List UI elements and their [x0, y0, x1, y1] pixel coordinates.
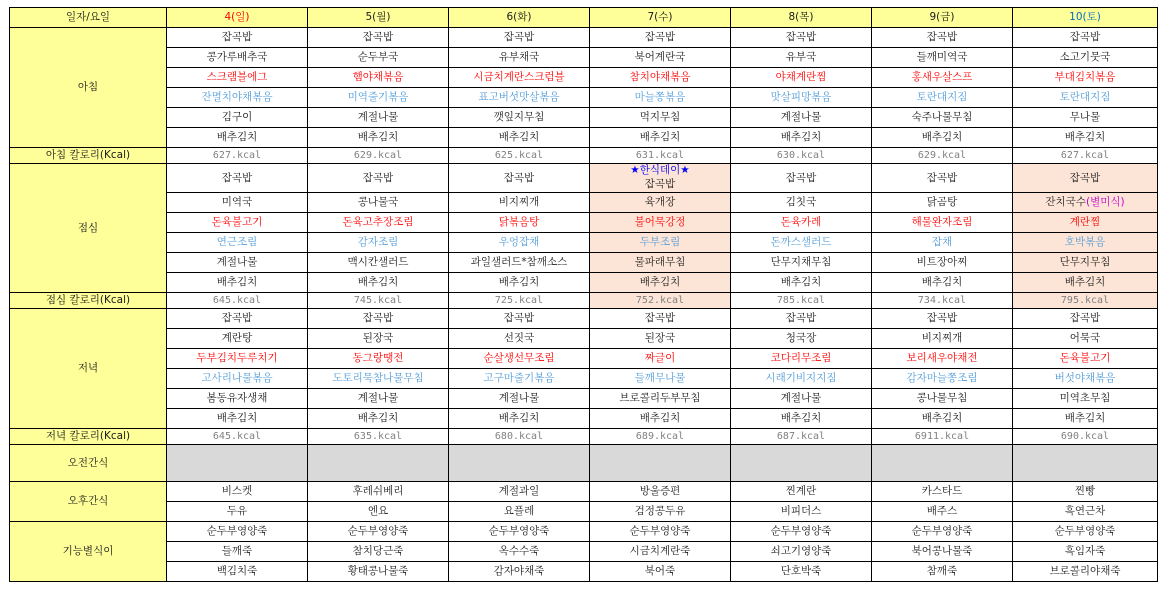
breakfast-item: 숙주나물무침 [872, 108, 1013, 128]
lunch-item: 잡곡밥 [1013, 164, 1158, 193]
day-header: 4(일) [167, 8, 308, 28]
lunch-calorie: 745.kcal [308, 293, 449, 309]
dinner-item: 잡곡밥 [872, 309, 1013, 329]
pm-snack-item: 엔요 [308, 502, 449, 522]
pm-snack-item: 요플레 [449, 502, 590, 522]
breakfast-item: 잡곡밥 [1013, 28, 1158, 48]
breakfast-item: 배추김치 [731, 128, 872, 148]
breakfast-calorie: 629.kcal [872, 148, 1013, 164]
lunch-label: 점심 [10, 164, 167, 293]
dinner-item: 잡곡밥 [590, 309, 731, 329]
breakfast-item: 햄야채볶음 [308, 68, 449, 88]
breakfast-item: 배추김치 [872, 128, 1013, 148]
lunch-item: 배추김치 [731, 273, 872, 293]
day-header: 8(목) [731, 8, 872, 28]
dinner-item: 보리새우야채전 [872, 349, 1013, 369]
breakfast-item: 계절나물 [731, 108, 872, 128]
breakfast-item: 마늘쫑볶음 [590, 88, 731, 108]
dinner-calorie: 645.kcal [167, 429, 308, 445]
dinner-item: 계절나물 [308, 389, 449, 409]
menu-table [9, 7, 1158, 582]
dinner-item: 배추김치 [167, 409, 308, 429]
lunch-item: 돈육불고기 [167, 213, 308, 233]
dinner-item: 짜글이 [590, 349, 731, 369]
breakfast-item: 유부채국 [449, 48, 590, 68]
pm-snack-item: 비피더스 [731, 502, 872, 522]
lunch-item: 배추김치 [449, 273, 590, 293]
pm-snack-label: 오후간식 [10, 482, 167, 522]
dinner-item: 미역초무침 [1013, 389, 1158, 409]
dinner-item: 버섯야채볶음 [1013, 369, 1158, 389]
special-meal-tag: (별미식) [1085, 196, 1125, 208]
pm-snack-item: 배주스 [872, 502, 1013, 522]
weekly-menu [9, 7, 1158, 582]
lunch-item: 미역국 [167, 193, 308, 213]
lunch-calorie: 734.kcal [872, 293, 1013, 309]
am-snack-cell [167, 445, 308, 482]
lunch-item: 잡곡밥 [731, 164, 872, 193]
lunch-item: 잡곡밥 [308, 164, 449, 193]
lunch-calorie: 785.kcal [731, 293, 872, 309]
dinner-item: 어묵국 [1013, 329, 1158, 349]
lunch-item: 잡곡밥 [449, 164, 590, 193]
dinner-item: 된장국 [308, 329, 449, 349]
dinner-calorie: 690.kcal [1013, 429, 1158, 445]
special-diet-item: 순두부영양죽 [1013, 522, 1158, 542]
dinner-item: 들깨무나물 [590, 369, 731, 389]
dinner-item: 계절나물 [449, 389, 590, 409]
breakfast-item: 배추김치 [308, 128, 449, 148]
special-diet-item: 순두부영양죽 [590, 522, 731, 542]
lunch-item: 물파래무침 [590, 253, 731, 273]
pm-snack-item: 두유 [167, 502, 308, 522]
breakfast-item: 스크램블에그 [167, 68, 308, 88]
breakfast-item: 맛살피망볶음 [731, 88, 872, 108]
special-diet-item: 순두부영양죽 [308, 522, 449, 542]
pm-snack-item: 흑연근차 [1013, 502, 1158, 522]
dinner-item: 돈육불고기 [1013, 349, 1158, 369]
dinner-calorie: 680.kcal [449, 429, 590, 445]
breakfast-item: 무나물 [1013, 108, 1158, 128]
lunch-item: 잡곡밥 [644, 178, 676, 190]
special-diet-item: 단호박죽 [731, 562, 872, 582]
special-diet-item: 옥수수죽 [449, 542, 590, 562]
breakfast-item: 콩가루배추국 [167, 48, 308, 68]
breakfast-item: 잡곡밥 [590, 28, 731, 48]
pm-snack-item: 카스타드 [872, 482, 1013, 502]
dinner-calorie: 6911.kcal [872, 429, 1013, 445]
lunch-item: 감자조림 [308, 233, 449, 253]
breakfast-label: 아침 [10, 28, 167, 148]
special-diet-item: 감자야채죽 [449, 562, 590, 582]
special-diet-item: 쇠고기영양죽 [731, 542, 872, 562]
lunch-item: 육개장 [590, 193, 731, 213]
special-diet-item: 순두부영양죽 [167, 522, 308, 542]
pm-snack-item: 찐계란 [731, 482, 872, 502]
dinner-item: 감자마늘쫑조림 [872, 369, 1013, 389]
dinner-item: 선짓국 [449, 329, 590, 349]
breakfast-item: 토란대지짐 [872, 88, 1013, 108]
am-snack-cell [308, 445, 449, 482]
breakfast-item: 미역줄기볶음 [308, 88, 449, 108]
dinner-item: 순살생선무조림 [449, 349, 590, 369]
special-diet-item: 시금치계란죽 [590, 542, 731, 562]
special-diet-item: 순두부영양죽 [731, 522, 872, 542]
special-diet-item: 백김치죽 [167, 562, 308, 582]
breakfast-item: 부대김치볶음 [1013, 68, 1158, 88]
breakfast-item: 잔멸치야채볶음 [167, 88, 308, 108]
pm-snack-item: 비스켓 [167, 482, 308, 502]
special-diet-item: 북어콩나물죽 [872, 542, 1013, 562]
dinner-item: 고구마줄기볶음 [449, 369, 590, 389]
breakfast-item: 배추김치 [167, 128, 308, 148]
lunch-item: 잡채 [872, 233, 1013, 253]
breakfast-calorie: 631.kcal [590, 148, 731, 164]
lunch-item: 돈육카레 [731, 213, 872, 233]
breakfast-item: 북어계란국 [590, 48, 731, 68]
dinner-item: 잡곡밥 [449, 309, 590, 329]
lunch-item: 배추김치 [872, 273, 1013, 293]
lunch-item: 잡곡밥 [167, 164, 308, 193]
breakfast-item: 잡곡밥 [872, 28, 1013, 48]
day-header: 10(토) [1013, 8, 1158, 28]
breakfast-item: 배추김치 [1013, 128, 1158, 148]
dinner-item: 콩나물무침 [872, 389, 1013, 409]
breakfast-item: 시금치계란스크럼블 [449, 68, 590, 88]
lunch-calorie-label: 점심 칼로리(Kcal) [10, 293, 167, 309]
lunch-item: 닭볶음탕 [449, 213, 590, 233]
pm-snack-item: 찐빵 [1013, 482, 1158, 502]
breakfast-item: 들깨미역국 [872, 48, 1013, 68]
breakfast-calorie: 629.kcal [308, 148, 449, 164]
pm-snack-item: 방울증편 [590, 482, 731, 502]
lunch-item: 계란찜 [1013, 213, 1158, 233]
dinner-item: 동그랑땡전 [308, 349, 449, 369]
breakfast-item: 표고버섯맛살볶음 [449, 88, 590, 108]
special-diet-item: 흑임자죽 [1013, 542, 1158, 562]
dinner-item: 잡곡밥 [1013, 309, 1158, 329]
dinner-item: 배추김치 [449, 409, 590, 429]
am-snack-cell [449, 445, 590, 482]
lunch-item: 돈육고추장조림 [308, 213, 449, 233]
breakfast-item: 잡곡밥 [449, 28, 590, 48]
lunch-item: 닭곰탕 [872, 193, 1013, 213]
lunch-calorie: 795.kcal [1013, 293, 1158, 309]
dinner-item: 계란탕 [167, 329, 308, 349]
dinner-item: 두부김치두루치기 [167, 349, 308, 369]
dinner-item: 배추김치 [731, 409, 872, 429]
am-snack-label: 오전간식 [10, 445, 167, 482]
dinner-item: 봄동유자생채 [167, 389, 308, 409]
breakfast-item: 잡곡밥 [167, 28, 308, 48]
breakfast-item: 홍새우살스프 [872, 68, 1013, 88]
dinner-item: 배추김치 [872, 409, 1013, 429]
dinner-label: 저녁 [10, 309, 167, 429]
dinner-item: 비지찌개 [872, 329, 1013, 349]
dinner-calorie: 635.kcal [308, 429, 449, 445]
breakfast-item: 소고기뭇국 [1013, 48, 1158, 68]
breakfast-item: 참치야채볶음 [590, 68, 731, 88]
special-diet-item: 참깨죽 [872, 562, 1013, 582]
hansik-day-note: ★한식데이★ [630, 164, 690, 176]
lunch-item: 호박볶음 [1013, 233, 1158, 253]
dinner-calorie: 687.kcal [731, 429, 872, 445]
lunch-item: 배추김치 [167, 273, 308, 293]
breakfast-calorie: 625.kcal [449, 148, 590, 164]
breakfast-item: 먹지무침 [590, 108, 731, 128]
dinner-item: 브로콜리두부무침 [590, 389, 731, 409]
lunch-calorie: 752.kcal [590, 293, 731, 309]
lunch-item: 두부조림 [590, 233, 731, 253]
dinner-item: 계절나물 [731, 389, 872, 409]
lunch-item: 돈까스샐러드 [731, 233, 872, 253]
lunch-item: 콩나물국 [308, 193, 449, 213]
breakfast-item: 계절나물 [308, 108, 449, 128]
lunch-item: 김칫국 [731, 193, 872, 213]
dinner-item: 도토리묵참나물무침 [308, 369, 449, 389]
breakfast-calorie: 627.kcal [1013, 148, 1158, 164]
lunch-item [590, 164, 731, 193]
lunch-item: 계절나물 [167, 253, 308, 273]
special-diet-item: 북어죽 [590, 562, 731, 582]
dinner-item: 고사리나물볶음 [167, 369, 308, 389]
am-snack-cell [590, 445, 731, 482]
breakfast-calorie-label: 아침 칼로리(Kcal) [10, 148, 167, 164]
lunch-item: 잔치국수(별미식) [1013, 193, 1158, 213]
lunch-item: 비지찌개 [449, 193, 590, 213]
breakfast-item: 토란대지짐 [1013, 88, 1158, 108]
breakfast-item: 잡곡밥 [308, 28, 449, 48]
dinner-calorie-label: 저녁 칼로리(Kcal) [10, 429, 167, 445]
breakfast-calorie: 627.kcal [167, 148, 308, 164]
dinner-item: 잡곡밥 [308, 309, 449, 329]
dinner-item: 배추김치 [308, 409, 449, 429]
special-diet-item: 참치당근죽 [308, 542, 449, 562]
special-diet-item: 순두부영양죽 [872, 522, 1013, 542]
lunch-item: 과일샐러드*참깨소스 [449, 253, 590, 273]
am-snack-cell [731, 445, 872, 482]
dinner-calorie: 689.kcal [590, 429, 731, 445]
dinner-item: 잡곡밥 [731, 309, 872, 329]
day-header: 7(수) [590, 8, 731, 28]
lunch-item: 비트장아찌 [872, 253, 1013, 273]
breakfast-item: 야채계란찜 [731, 68, 872, 88]
breakfast-item: 배추김치 [449, 128, 590, 148]
lunch-item: 배추김치 [590, 273, 731, 293]
lunch-item: 배추김치 [308, 273, 449, 293]
lunch-item: 잡곡밥 [872, 164, 1013, 193]
lunch-item: 우엉잡채 [449, 233, 590, 253]
dinner-item: 잡곡밥 [167, 309, 308, 329]
special-diet-item: 들깨죽 [167, 542, 308, 562]
dinner-item: 시래기비지지짐 [731, 369, 872, 389]
lunch-calorie: 645.kcal [167, 293, 308, 309]
lunch-item: 단무지채무침 [731, 253, 872, 273]
breakfast-calorie: 630.kcal [731, 148, 872, 164]
special-diet-item: 브로콜리야채죽 [1013, 562, 1158, 582]
header-corner: 일자/요일 [10, 8, 167, 28]
day-header: 6(화) [449, 8, 590, 28]
special-diet-item: 순두부영양죽 [449, 522, 590, 542]
lunch-item: 배추김치 [1013, 273, 1158, 293]
special-diet-item: 황태콩나물죽 [308, 562, 449, 582]
dinner-item: 코다리무조림 [731, 349, 872, 369]
breakfast-item: 순두부국 [308, 48, 449, 68]
day-header: 9(금) [872, 8, 1013, 28]
lunch-item: 맥시칸샐러드 [308, 253, 449, 273]
pm-snack-item: 계절과일 [449, 482, 590, 502]
dinner-item: 청국장 [731, 329, 872, 349]
lunch-item: 해물완자조림 [872, 213, 1013, 233]
breakfast-item: 깻잎지무침 [449, 108, 590, 128]
dinner-item: 배추김치 [590, 409, 731, 429]
dinner-item: 배추김치 [1013, 409, 1158, 429]
lunch-item: 연근조림 [167, 233, 308, 253]
lunch-calorie: 725.kcal [449, 293, 590, 309]
lunch-item: 불어묵강정 [590, 213, 731, 233]
breakfast-item: 배추김치 [590, 128, 731, 148]
lunch-item: 단무지무침 [1013, 253, 1158, 273]
am-snack-cell [872, 445, 1013, 482]
pm-snack-item: 검정콩두유 [590, 502, 731, 522]
breakfast-item: 유부국 [731, 48, 872, 68]
dinner-item: 된장국 [590, 329, 731, 349]
breakfast-item: 잡곡밥 [731, 28, 872, 48]
day-header: 5(월) [308, 8, 449, 28]
special-diet-label: 기능별식이 [10, 522, 167, 582]
pm-snack-item: 후레쉬베리 [308, 482, 449, 502]
am-snack-cell [1013, 445, 1158, 482]
breakfast-item: 김구이 [167, 108, 308, 128]
